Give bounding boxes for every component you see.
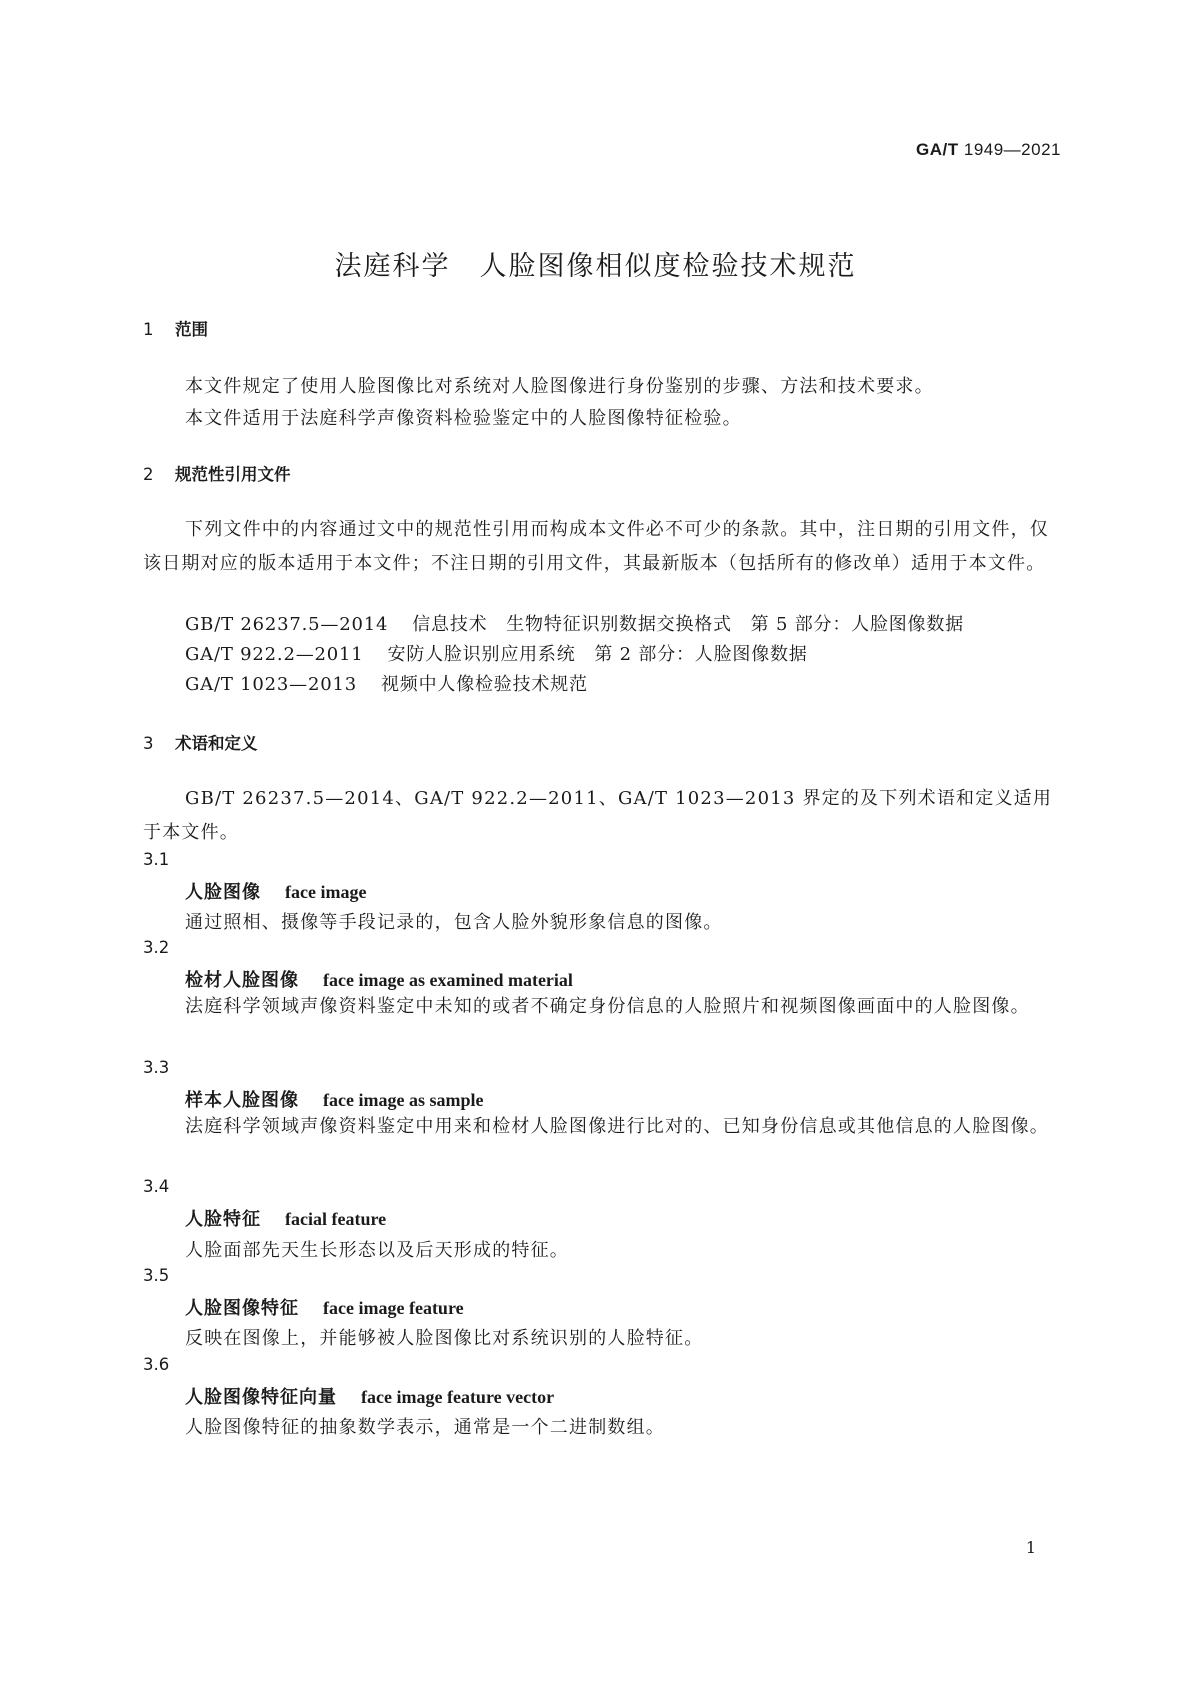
reference-item	[185, 640, 808, 666]
term-number: 3.5	[143, 1266, 170, 1285]
section-title: 规范性引用文件	[175, 465, 291, 484]
paragraph: 下列文件中的内容通过文中的规范性引用而构成本文件必不可少的条款。其中，注日期的引用文件，仅该日期对应的版本适用于本文件；不注日期的引用文件，其最新版本（包括所有的修改单）适用于本文件。	[143, 519, 1049, 574]
reference-item	[185, 610, 964, 636]
paragraph: GB/T 26237.5—2014、GA/T 922.2—2011、GA/T 1023—2013 界定的及下列术语和定义适用于本文件。	[143, 788, 1053, 843]
reference-code: GB/T 26237.5—2014	[185, 614, 389, 635]
reference-code: GA/T 922.2—2011	[185, 644, 364, 665]
term-en: face image feature vector	[361, 1387, 555, 1407]
section-number: 2	[143, 465, 154, 484]
term-definition: 法庭科学领域声像资料鉴定中用来和检材人脸图像进行比对的、已知身份信息或其他信息的人脸图像。	[185, 1116, 1049, 1137]
section-title: 范围	[175, 320, 208, 339]
standard-code	[916, 140, 1061, 160]
term-heading	[185, 1383, 554, 1409]
term-heading	[185, 1086, 483, 1112]
reference-title: 视频中人像检验技术规范	[381, 674, 588, 695]
term-en: face image	[285, 882, 367, 902]
term-heading	[185, 1294, 464, 1320]
term-heading	[185, 1205, 386, 1231]
page-number: 1	[1025, 1538, 1036, 1557]
term-zh: 人脸图像	[185, 882, 261, 903]
section-number: 3	[143, 734, 154, 753]
term-heading	[185, 966, 573, 992]
paragraph: 本文件规定了使用人脸图像比对系统对人脸图像进行身份鉴别的步骤、方法和技术要求。	[185, 376, 934, 397]
term-number: 3.2	[143, 938, 170, 957]
reference-title: 信息技术 生物特征识别数据交换格式 第 5 部分：人脸图像数据	[412, 614, 964, 635]
term-zh: 检材人脸图像	[185, 970, 299, 991]
term-definition: 反映在图像上，并能够被人脸图像比对系统识别的人脸特征。	[185, 1328, 704, 1349]
term-zh: 样本人脸图像	[185, 1090, 299, 1111]
paragraph: 本文件适用于法庭科学声像资料检验鉴定中的人脸图像特征检验。	[185, 408, 742, 429]
term-en: facial feature	[285, 1209, 387, 1229]
term-number: 3.4	[143, 1177, 170, 1196]
term-zh: 人脸图像特征向量	[185, 1387, 337, 1408]
term-en: face image as examined material	[323, 970, 573, 990]
section-number: 1	[143, 320, 154, 339]
section-title: 术语和定义	[175, 734, 258, 753]
standard-code-prefix: GA/T	[916, 140, 959, 159]
reference-item	[185, 670, 588, 696]
document-title: 法庭科学 人脸图像相似度检验技术规范	[334, 251, 857, 282]
reference-code: GA/T 1023—2013	[185, 674, 357, 695]
section-heading-scope	[143, 316, 208, 340]
term-number: 3.3	[143, 1058, 170, 1077]
term-definition: 人脸图像特征的抽象数学表示，通常是一个二进制数组。	[185, 1417, 665, 1438]
term-heading	[185, 878, 366, 904]
term-number: 3.6	[143, 1355, 170, 1374]
term-en: face image feature	[323, 1298, 464, 1318]
reference-title: 安防人脸识别应用系统 第 2 部分：人脸图像数据	[387, 644, 808, 665]
term-zh: 人脸图像特征	[185, 1298, 299, 1319]
standard-code-number: 1949—2021	[963, 140, 1061, 159]
term-number: 3.1	[143, 850, 170, 869]
section-heading-normative-references	[143, 461, 291, 485]
term-definition: 通过照相、摄像等手段记录的，包含人脸外貌形象信息的图像。	[185, 912, 723, 933]
term-en: face image as sample	[323, 1090, 484, 1110]
section-heading-terms	[143, 730, 258, 754]
term-zh: 人脸特征	[185, 1209, 261, 1230]
term-definition: 法庭科学领域声像资料鉴定中未知的或者不确定身份信息的人脸照片和视频图像画面中的人脸图像。	[185, 996, 1030, 1017]
term-definition: 人脸面部先天生长形态以及后天形成的特征。	[185, 1240, 569, 1261]
